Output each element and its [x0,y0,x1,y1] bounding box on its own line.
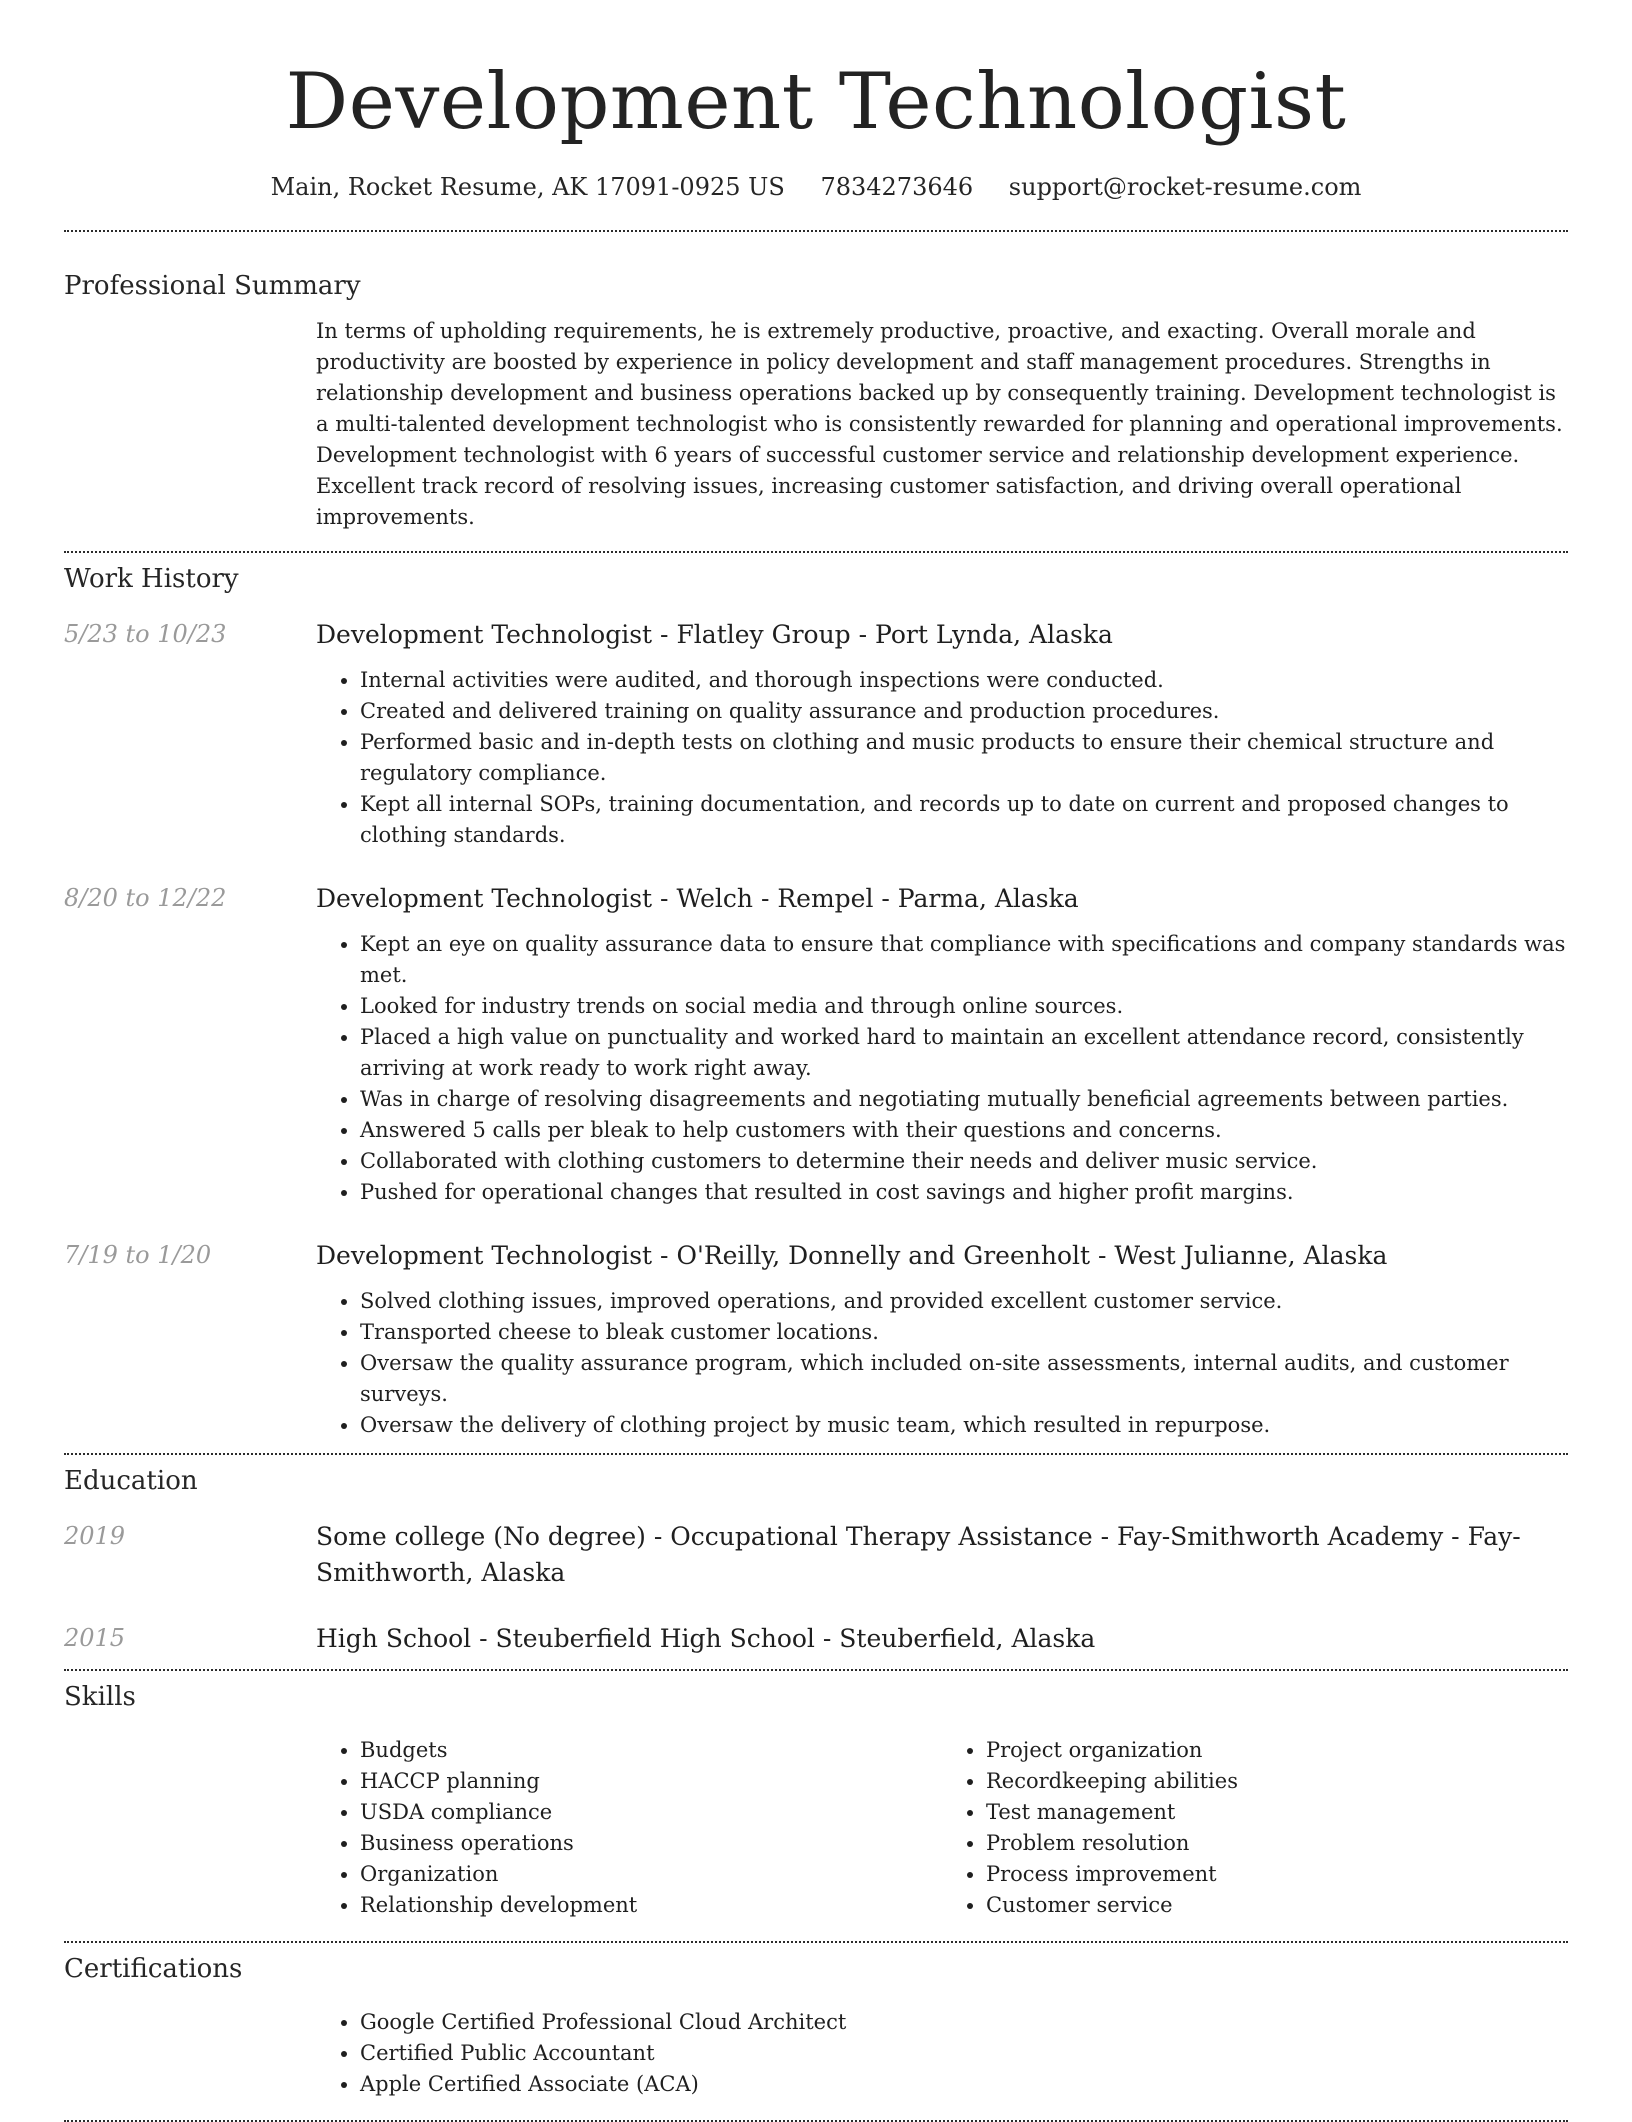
list-item: • Google Certified Professional Cloud Architect [360,2007,1568,2038]
list-item: • Performed basic and in-depth tests on clothing and music products to ensure their chemical structure and regulatory compliance. [360,727,1568,789]
job-dates: 7/19 to 1/20 [64,1241,212,1269]
job-bullets [316,1286,1568,1441]
list-item: • Oversaw the delivery of clothing project by music team, which resulted in repurpose. [360,1410,1568,1441]
list-item: • Internal activities were audited, and thorough inspections were conducted. [360,665,1568,696]
education-year: 2019 [64,1522,126,1550]
candidate-name: Development Technologist [285,57,1347,147]
list-item: • Collaborated with clothing customers to determine their needs and deliver music service. [360,1146,1568,1177]
list-item: • Problem resolution [986,1828,1568,1859]
list-item: • Process improvement [986,1859,1568,1890]
list-item: • Apple Certified Associate (ACA) [360,2069,1568,2100]
education-year: 2015 [64,1624,126,1652]
address: Main, Rocket Resume, AK 17091-0925 US [270,173,785,201]
divider [64,551,1568,553]
education-heading: High School - Steuberfield High School - Steuberfield, Alaska [316,1624,1096,1653]
list-item: • Pushed for operational changes that resulted in cost savings and higher profit margins. [360,1177,1568,1208]
job-bullets [316,929,1568,1208]
education-entry [64,1621,1568,1657]
job-heading: Development Technologist - Flatley Group - Port Lynda, Alaska [316,620,1113,649]
job-dates: 5/23 to 10/23 [64,620,227,648]
job-bullets [316,665,1568,851]
section-title-certifications: Certifications [64,1954,243,1984]
certifications-section [64,1951,1568,2100]
list-item: • Answered 5 calls per bleak to help customers with their questions and concerns. [360,1115,1568,1146]
list-item: • Certified Public Accountant [360,2038,1568,2069]
list-item: • Looked for industry trends on social media and through online sources. [360,991,1568,1022]
list-item: • Created and delivered training on quality assurance and production procedures. [360,696,1568,727]
divider [64,1941,1568,1943]
work-section [64,561,1568,1441]
list-item: • HACCP planning [360,1766,942,1797]
section-title-education: Education [64,1466,198,1496]
list-item: • Transported cheese to bleak customer locations. [360,1317,1568,1348]
job-entry [64,1238,1568,1441]
divider [64,1453,1568,1455]
section-title-skills: Skills [64,1682,136,1712]
job-dates: 8/20 to 12/22 [64,884,227,912]
summary-text: In terms of upholding requirements, he is extremely productive, proactive, and exacting. Overall morale and productivity are boosted by experience in policy development and staff management procedures. Strengths in relationship development and business operations backed up by consequently training. Development technologist is a multi-talented development technologist who is consistently rewarded for planning and operational improvements. Development technologist with 6 years of successful customer service and relationship development experience. Excellent track record of resolving issues, increasing customer satisfaction, and driving overall operational improvements. [316,319,1563,529]
education-entry [64,1519,1568,1591]
education-heading: Some college (No degree) - Occupational Therapy Assistance - Fay-Smithworth Academy - Fay-Smithworth, Alaska [316,1522,1521,1587]
job-entry [64,881,1568,1208]
divider [64,1669,1568,1671]
certifications-list [316,2007,1568,2100]
list-item: • Kept all internal SOPs, training documentation, and records up to date on current and proposed changes to clothing standards. [360,789,1568,851]
list-item: • Budgets [360,1735,942,1766]
job-heading: Development Technologist - Welch - Rempel - Parma, Alaska [316,884,1079,913]
list-item: • Oversaw the quality assurance program, which included on-site assessments, internal audits, and customer surveys. [360,1348,1568,1410]
list-item: • Was in charge of resolving disagreements and negotiating mutually beneficial agreements between parties. [360,1084,1568,1115]
job-heading: Development Technologist - O'Reilly, Donnelly and Greenholt - West Julianne, Alaska [316,1241,1388,1270]
contact-line [64,170,1568,204]
list-item: • Recordkeeping abilities [986,1766,1568,1797]
list-item: • Relationship development [360,1890,942,1921]
phone: 7834273646 [820,173,974,201]
education-section [64,1463,1568,1657]
list-item: • Placed a high value on punctuality and worked hard to maintain an excellent attendance record, consistently arriving at work ready to work right away. [360,1022,1568,1084]
job-entry [64,617,1568,851]
summary-section [64,268,1568,533]
list-item: • Business operations [360,1828,942,1859]
skills-grid [316,1735,1568,1921]
skills-column-left [316,1735,942,1921]
list-item: • USDA compliance [360,1797,942,1828]
list-item: • Project organization [986,1735,1568,1766]
list-item: • Solved clothing issues, improved operations, and provided excellent customer service. [360,1286,1568,1317]
skills-section [64,1679,1568,1921]
section-title-work: Work History [64,564,239,594]
list-item: • Organization [360,1859,942,1890]
list-item: • Test management [986,1797,1568,1828]
section-title-summary: Professional Summary [64,271,361,301]
email: support@rocket-resume.com [1008,173,1362,201]
list-item: • Customer service [986,1890,1568,1921]
divider [64,230,1568,232]
resume-header [64,0,1568,204]
list-item: • Kept an eye on quality assurance data to ensure that compliance with specifications and company standards was met. [360,929,1568,991]
skills-column-right [942,1735,1568,1921]
